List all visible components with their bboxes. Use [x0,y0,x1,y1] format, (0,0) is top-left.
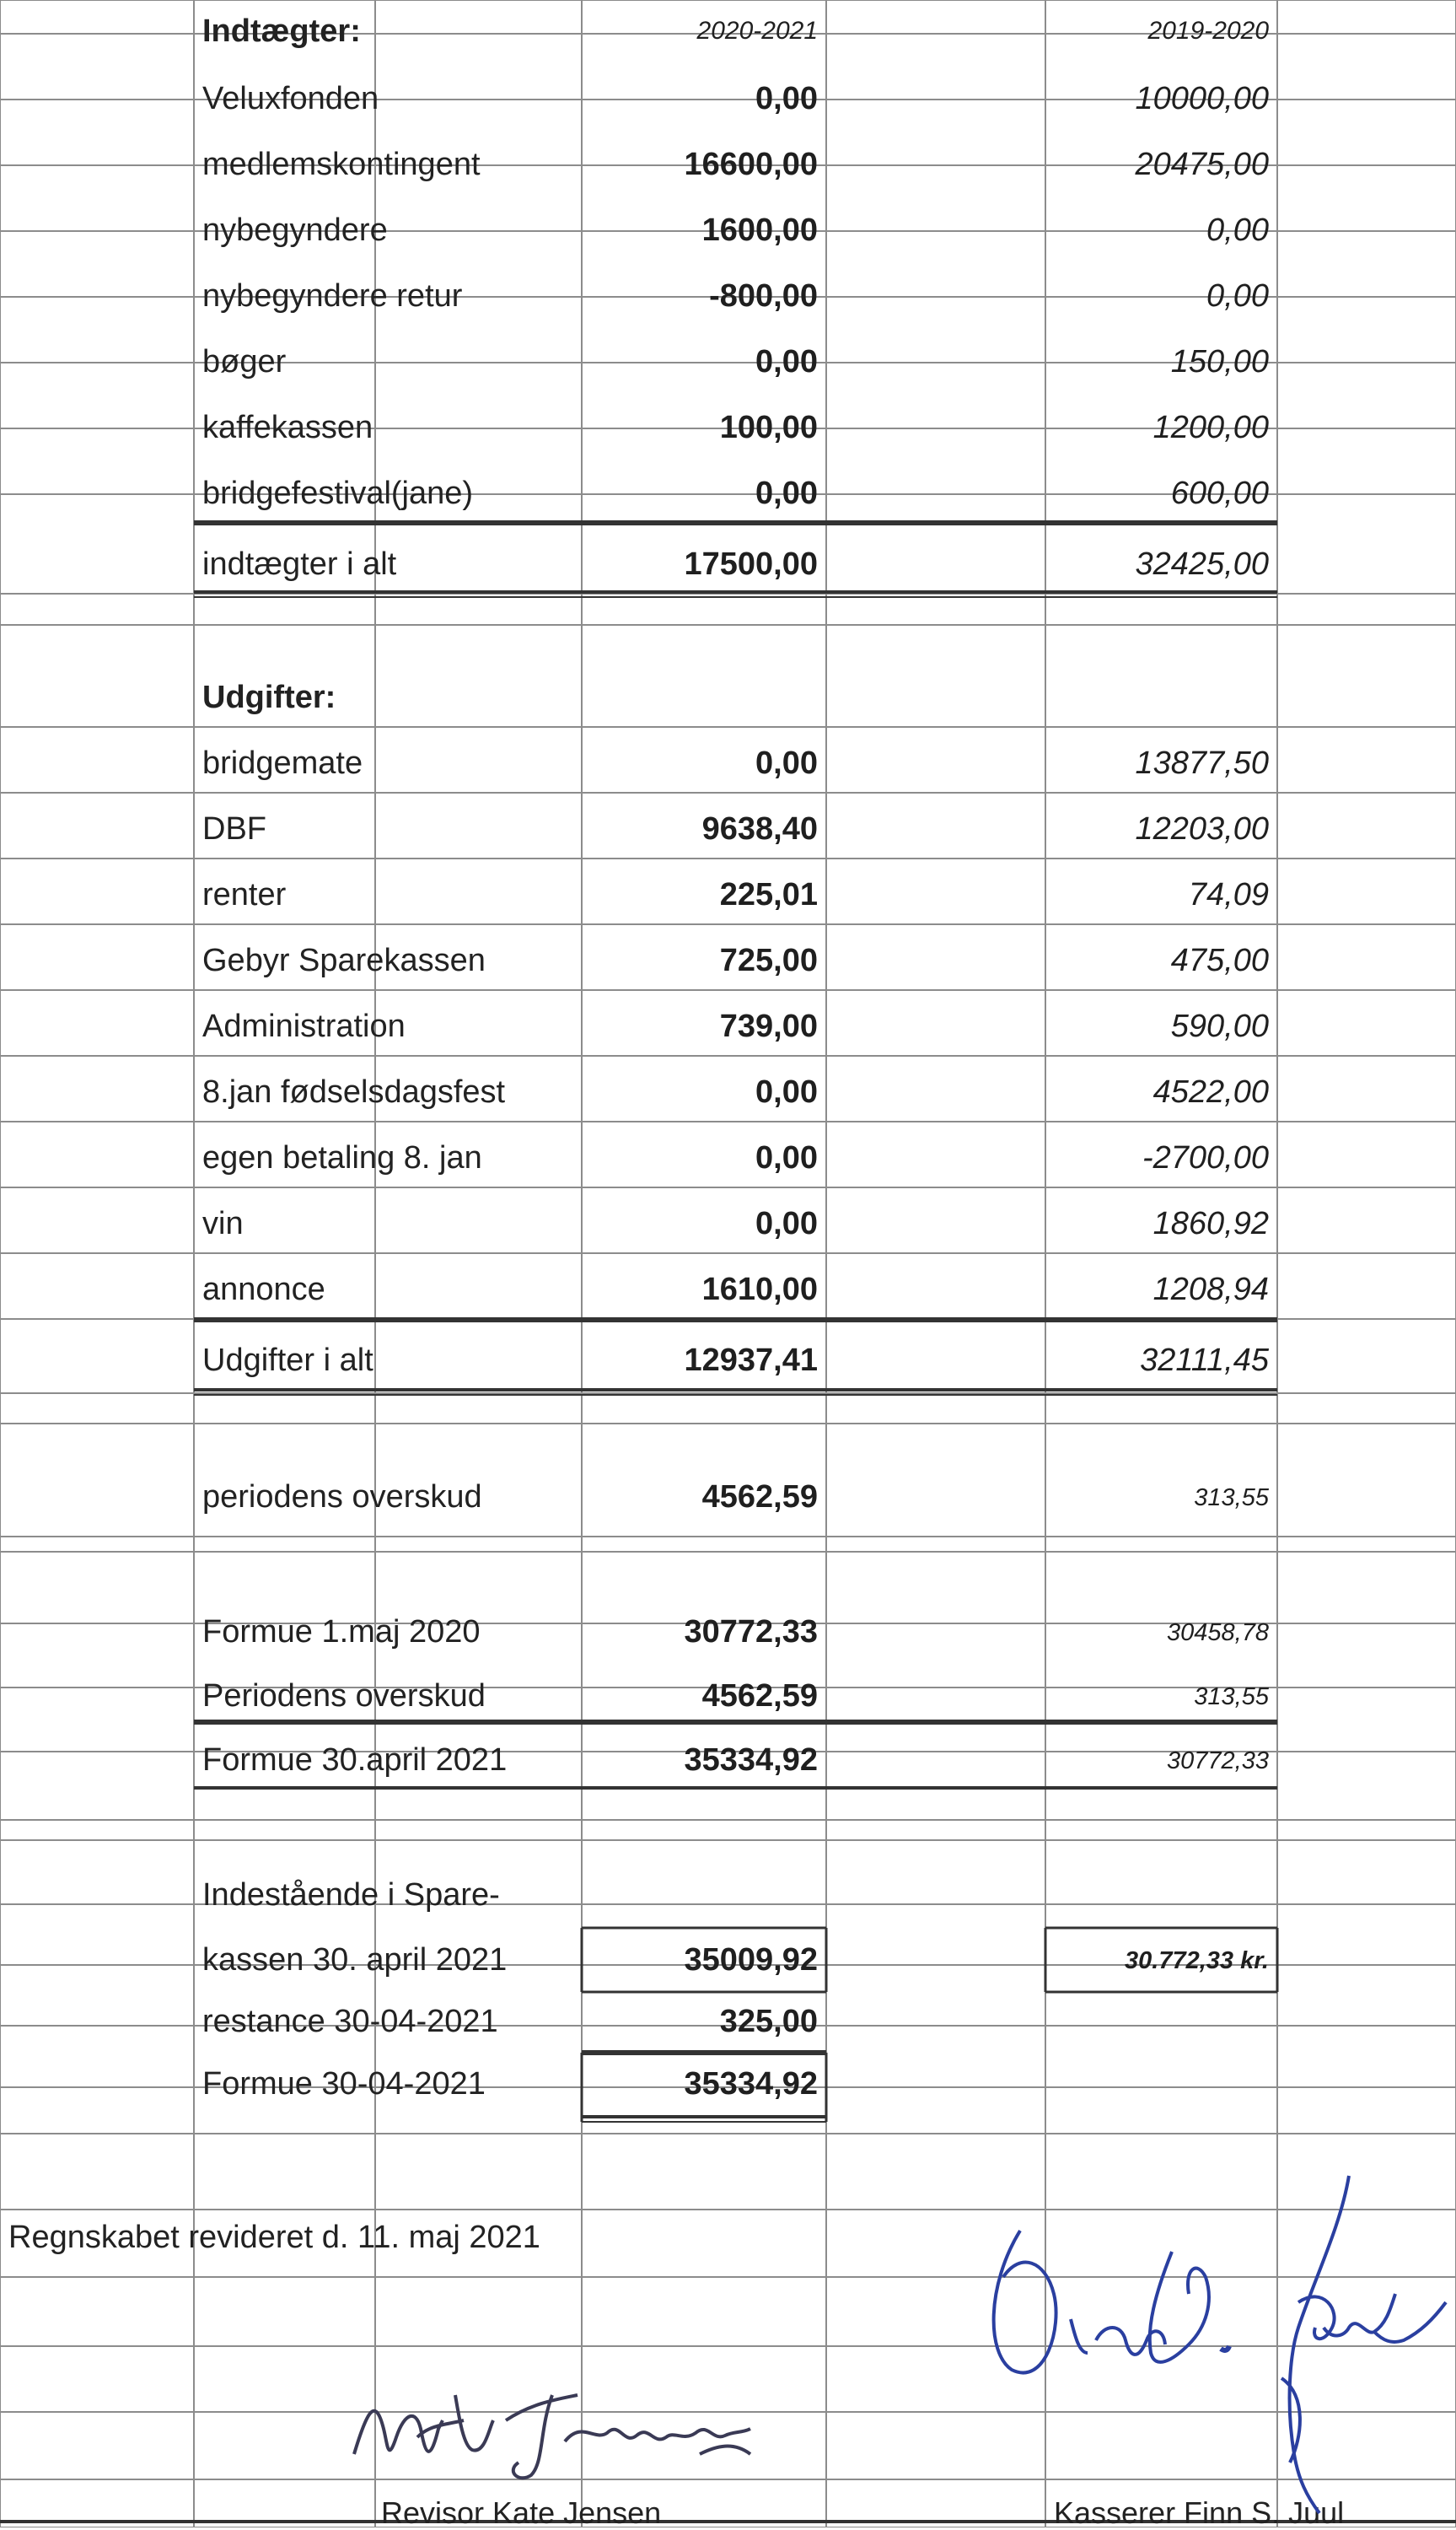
expense-row-current: 739,00 [719,1009,818,1044]
expense-row-label: DBF [202,811,266,847]
income-row-label: Veluxfonden [202,81,379,116]
expense-row-previous: 1208,94 [1152,1272,1269,1307]
expense-row-label: bridgemate [202,746,363,781]
expense-row-current: 9638,40 [701,811,818,847]
expense-row-label: Administration [202,1009,406,1044]
expense-row-label: 8.jan fødselsdagsfest [202,1074,506,1110]
equity-row-previous: 30772,33 [1167,1747,1269,1774]
income-row-label: bridgefestival(jane) [202,476,474,511]
expense-row-current: 0,00 [755,1206,818,1241]
expense-row-label: annonce [202,1272,325,1307]
expense-row-previous: 475,00 [1170,943,1269,978]
equity-row-current: 35334,92 [684,1742,818,1778]
expense-row-previous: 1860,92 [1152,1206,1269,1241]
equity-row-label: Periodens overskud [202,1678,486,1714]
surplus-row-current: 4562,59 [701,1479,818,1515]
audit-note: Regnskabet revideret d. 11. maj 2021 [8,2220,540,2255]
expense-row-previous: 4522,00 [1152,1074,1269,1110]
expense-row-previous: 12203,00 [1135,811,1269,847]
income-row-previous: 1200,00 [1152,410,1269,445]
income-row-current: -800,00 [709,278,818,314]
expenses-heading: Udgifter: [202,680,336,715]
expenses-total-previous: 32111,45 [1140,1343,1269,1378]
net-worth-row-current: 35334,92 [684,2066,818,2102]
income-row-previous: 0,00 [1206,213,1269,248]
income-row-label: kaffekassen [202,410,373,445]
treasurer-signature [953,2159,1450,2530]
auditor-signature [337,2361,776,2488]
expense-row-label: Gebyr Sparekassen [202,943,486,978]
expense-row-current: 0,00 [755,1074,818,1110]
bank-label-line2: kassen 30. april 2021 [202,1942,508,1978]
income-row-previous: 150,00 [1170,344,1269,380]
treasurer-caption: Kasserer Finn S. Juul [1054,2495,1345,2530]
income-row-label: bøger [202,344,287,380]
equity-row-previous: 313,55 [1194,1683,1269,1710]
surplus-row-previous: 313,55 [1194,1484,1269,1511]
expenses-total-label: Udgifter i alt [202,1343,373,1378]
expense-row-previous: -2700,00 [1142,1140,1269,1176]
income-row-label: nybegyndere [202,213,388,248]
bank-previous: 30.772,33 kr. [1125,1947,1269,1974]
income-total-current: 17500,00 [684,546,818,582]
col-current-header: 2020-2021 [696,17,818,45]
expense-row-previous: 13877,50 [1135,746,1269,781]
income-row-current: 16600,00 [684,147,818,182]
expense-row-previous: 590,00 [1170,1009,1269,1044]
expense-row-label: egen betaling 8. jan [202,1140,482,1176]
income-total-previous: 32425,00 [1135,546,1269,582]
income-row-current: 0,00 [755,81,818,116]
income-row-current: 100,00 [719,410,818,445]
income-row-label: nybegyndere retur [202,278,463,314]
income-row-current: 0,00 [755,476,818,511]
income-row-label: medlemskontingent [202,147,481,182]
arrears-row-label: restance 30-04-2021 [202,2004,498,2039]
expenses-total-current: 12937,41 [684,1343,818,1378]
expense-row-current: 225,01 [719,877,818,912]
equity-row-current: 30772,33 [684,1614,818,1650]
income-heading: Indtægter: [202,13,361,49]
col-previous-header: 2019-2020 [1147,17,1269,45]
expense-row-current: 1610,00 [701,1272,818,1307]
expense-row-current: 0,00 [755,1140,818,1176]
surplus-row-label: periodens overskud [202,1479,482,1515]
bank-current: 35009,92 [684,1942,818,1978]
equity-row-previous: 30458,78 [1167,1619,1269,1646]
auditor-caption: Revisor Kate Jensen [381,2495,662,2530]
expense-row-current: 0,00 [755,746,818,781]
income-row-previous: 600,00 [1170,476,1269,511]
expense-row-current: 725,00 [719,943,818,978]
income-row-previous: 0,00 [1206,278,1269,314]
equity-row-label: Formue 1.maj 2020 [202,1614,481,1650]
income-row-previous: 20475,00 [1135,147,1269,182]
bank-label-line1: Indestående i Spare- [202,1877,500,1913]
income-row-current: 0,00 [755,344,818,380]
expense-row-previous: 74,09 [1188,877,1269,912]
income-total-label: indtægter i alt [202,546,397,582]
expense-row-label: renter [202,877,287,912]
income-row-previous: 10000,00 [1135,81,1269,116]
expense-row-label: vin [202,1206,244,1241]
income-row-current: 1600,00 [701,213,818,248]
net-worth-row-label: Formue 30-04-2021 [202,2066,486,2102]
equity-row-label: Formue 30.april 2021 [202,1742,508,1778]
equity-row-current: 4562,59 [701,1678,818,1714]
arrears-row-current: 325,00 [719,2004,818,2039]
